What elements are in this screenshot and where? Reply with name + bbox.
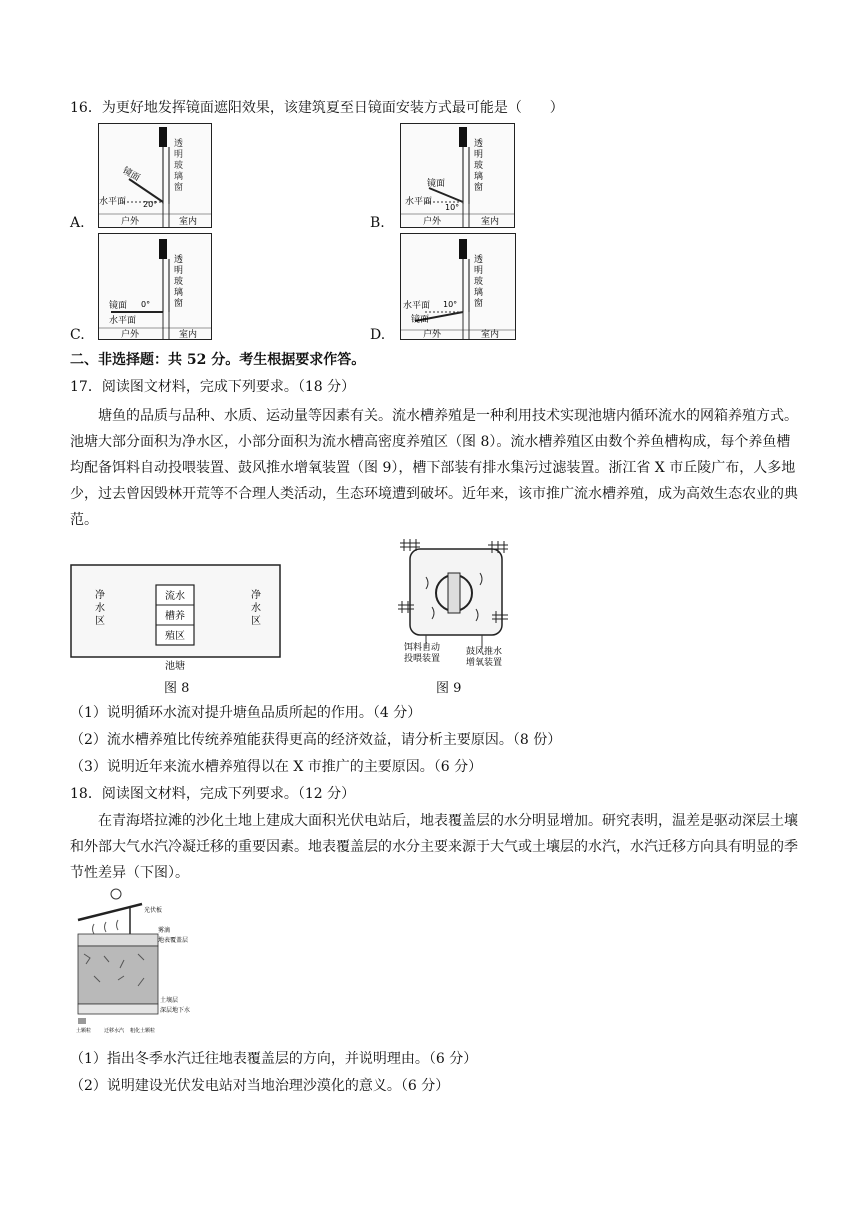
fig9-caption: 图 9	[436, 681, 462, 696]
window-label: 透明玻璃窗	[174, 255, 184, 309]
option-c-diagram[interactable]	[98, 233, 212, 340]
indoor-label: 室内	[179, 217, 198, 227]
sun-icon	[111, 889, 121, 899]
fig9-feeder-label: 饵料自动投喂装置	[403, 643, 441, 664]
figure-9	[396, 537, 512, 671]
fig8-left-zone: 净水区	[95, 590, 105, 627]
option-d-diagram[interactable]	[400, 233, 516, 340]
outdoor-label: 户外	[121, 217, 140, 227]
q17-stem: 17．阅读图文材料，完成下列要求。（18 分）	[70, 379, 356, 395]
angle-label: 10°	[445, 203, 460, 212]
fig-label-soil: 土壤层	[160, 997, 179, 1004]
fig8-right-zone: 净水区	[251, 590, 261, 627]
horizontal-label: 水平面	[109, 316, 137, 326]
indoor-label: 室内	[481, 217, 500, 227]
option-b-label: B.	[370, 215, 385, 231]
fig9-blower-label: 鼓风推水增氧装置	[465, 647, 503, 668]
fig8-pond-label: 池塘	[165, 661, 185, 672]
mirror-label: 镜面	[109, 301, 128, 311]
horizontal-label: 水平面	[405, 197, 433, 207]
fig-label-groundwater: 深层地下水	[160, 1007, 191, 1014]
option-c-label: C.	[70, 327, 85, 343]
option-d-label: D.	[370, 327, 386, 343]
q16-stem: 16．为更好地发挥镜面遮阳效果，该建筑夏至日镜面安装方式最可能是（ ）	[70, 100, 564, 116]
option-a-label: A.	[70, 215, 85, 231]
q18-material: 在青海塔拉滩的沙化土地上建成大面积光伏电站后，地表覆盖层的水分明显增加。研究表明，温差是驱动深层土壤和外部大气水汽冷凝迁移的重要因素。地表覆盖层的水分主要来源于大气或土壤层的水汽，水汽迁移方向具有明显的季节性差异（下图）。	[70, 813, 798, 881]
fig-label-cover: 地表覆盖层	[158, 937, 189, 944]
legend-vapor: 迁移水汽	[104, 1028, 125, 1034]
window-label: 透明玻璃窗	[474, 139, 484, 193]
q17-sub-3: （3）说明近年来流水槽养殖得以在 X 市推广的主要原因。（6 分）	[70, 759, 483, 775]
window-label: 透明玻璃窗	[474, 255, 484, 309]
fig8-caption: 图 8	[164, 681, 190, 696]
option-a-diagram[interactable]	[98, 123, 212, 228]
q18-sub-1: （1）指出冬季水汽迁往地表覆盖层的方向，并说明理由。（6 分）	[70, 1051, 478, 1067]
horizontal-label: 水平面	[99, 197, 127, 207]
fig-label-panel: 光伏板	[144, 907, 163, 914]
q17-sub-1: （1）说明循环水流对提升塘鱼品质所起的作用。（4 分）	[70, 705, 422, 721]
outdoor-label: 户外	[121, 330, 140, 340]
outdoor-label: 户外	[423, 217, 442, 227]
fig-label-fog: 雾滴	[158, 927, 171, 934]
window-label: 透明玻璃窗	[174, 139, 184, 193]
section-heading: 二、非选择题：共 52 分。考生根据要求作答。	[70, 352, 366, 368]
angle-label: 10°	[443, 300, 458, 309]
q18-stem: 18．阅读图文材料，完成下列要求。（12 分）	[70, 786, 356, 802]
mirror-label: 镜面	[120, 165, 142, 184]
angle-label: 0°	[141, 300, 151, 309]
indoor-label: 室内	[179, 330, 198, 340]
mirror-label: 镜面	[411, 315, 430, 325]
mirror-label: 镜面	[427, 179, 446, 189]
q18-sub-2: （2）说明建设光伏发电站对当地治理沙漠化的意义。（6 分）	[70, 1078, 450, 1094]
q17-material: 塘鱼的品质与品种、水质、运动量等因素有关。流水槽养殖是一种利用技术实现池塘内循环流水的网箱养殖方式。池塘大部分面积为净水区，小部分面积为流水槽高密度养殖区（图 8）。流水槽养殖区由数个养鱼槽构成，每个养鱼槽均配备饵料自动投喂装置、鼓风推水增氧装置（图 9），槽下部装有排水集污过滤装置。浙江省 X 市丘陵广布，人多地少，过去曾因毁林开荒等不合理人类活动，生态环境遭到破坏。近年来，该市推广流水槽养殖，成为高效生态农业的典范。	[70, 408, 798, 528]
horizontal-label: 水平面	[403, 301, 431, 311]
figure-8	[70, 563, 282, 673]
legend-soil: 土颗粒	[76, 1028, 92, 1034]
angle-label: 20°	[143, 200, 158, 209]
legend-coarse: 粗化土颗粒	[130, 1028, 156, 1034]
outdoor-label: 户外	[423, 330, 442, 340]
indoor-label: 室内	[481, 330, 500, 340]
q18-figure	[74, 884, 191, 1036]
q17-sub-2: （2）流水槽养殖比传统养殖能获得更高的经济效益，请分析主要原因。（8 份）	[70, 732, 562, 748]
option-b-diagram[interactable]	[400, 123, 515, 228]
fig8-center-label: 流水槽养殖区	[165, 591, 185, 642]
